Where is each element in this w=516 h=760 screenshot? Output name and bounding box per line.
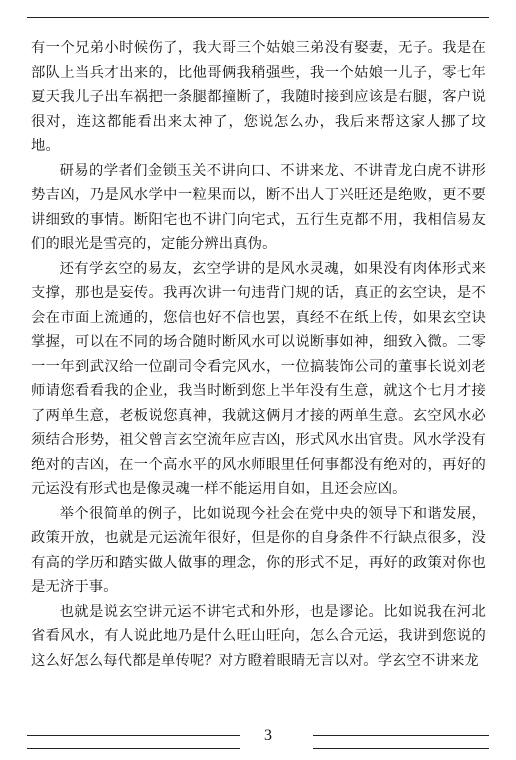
page-number: 3 (264, 727, 272, 744)
body-text (31, 36, 486, 673)
footer-rule-left-top (27, 735, 240, 736)
paragraph-4: 举个很简单的例子，比如说现今社会在党中央的领导下和谐发展，政策开放，也就是元运流年很好，但是你的自身条件不行缺点很多，没有高的学历和踏实做人做事的理念，你的形式不足，再好的政策对你也是无济于事。 (31, 505, 486, 595)
paragraph-2: 研易的学者们金锁玉关不讲向口、不讲来龙、不讲青龙白虎不讲形势吉凶，乃是风水学中一粒果而以，断不出人丁兴旺还是绝败，更不要讲细致的事情。断阳宅也不讲门向宅式，五行生克都不用，我相信易友们的眼光是雪亮的，定能分辨出真伪。 (31, 162, 486, 252)
header-rule (27, 17, 489, 18)
paragraph-3: 还有学玄空的易友，玄空学讲的是风水灵魂，如果没有肉体形式来支撑，那也是妄传。我再次讲一句违背门规的话，真正的玄空诀，是不会在市面上流通的，您信也好不信也罢，真经不在纸上传，如果玄空诀掌握，可以在不同的场合随时断风水可以说断事如神，细致入微。二零一一年到武汉给一位副司令看完风水，一位搞装饰公司的董事长说刘老师请您看看我的企业，我当时断到您上半年没有生意，就这个七月才接了两单生意，老板说您真神，我就这俩月才接的两单生意。玄空风水必须结合形势，祖父曾言玄空流年应吉凶，形式风水出官贵。风水学没有绝对的吉凶，在一个高水平的风水师眼里任何事都没有绝对的，再好的元运没有形式也是像灵魂一样不能运用自如，且还会应凶。 (31, 260, 486, 497)
paragraph-1: 有一个兄弟小时候伤了，我大哥三个姑娘三弟没有娶妻，无子。我是在部队上当兵才出来的，比他哥俩我稍强些，我一个姑娘一儿子，零七年夏天我儿子出车祸把一条腿都撞断了，我随时接到应该是右腿，客户说很对，连这都能看出来太神了，您说怎么办，我后来帮这家人挪了坟地。 (31, 40, 486, 154)
page-footer (0, 726, 516, 760)
paragraph-5: 也就是说玄空讲元运不讲宅式和外形，也是谬论。比如说我在河北省看风水，有人说此地乃是什么旺山旺向，怎么合元运，我讲到您说的这么好怎么每代都是单传呢？对方瞪着眼睛无言以对。学玄空不讲来龙 (31, 603, 486, 669)
footer-rule-right-top (313, 735, 489, 736)
footer-rule-left-bottom (27, 748, 240, 749)
footer-rule-right-bottom (313, 748, 489, 749)
